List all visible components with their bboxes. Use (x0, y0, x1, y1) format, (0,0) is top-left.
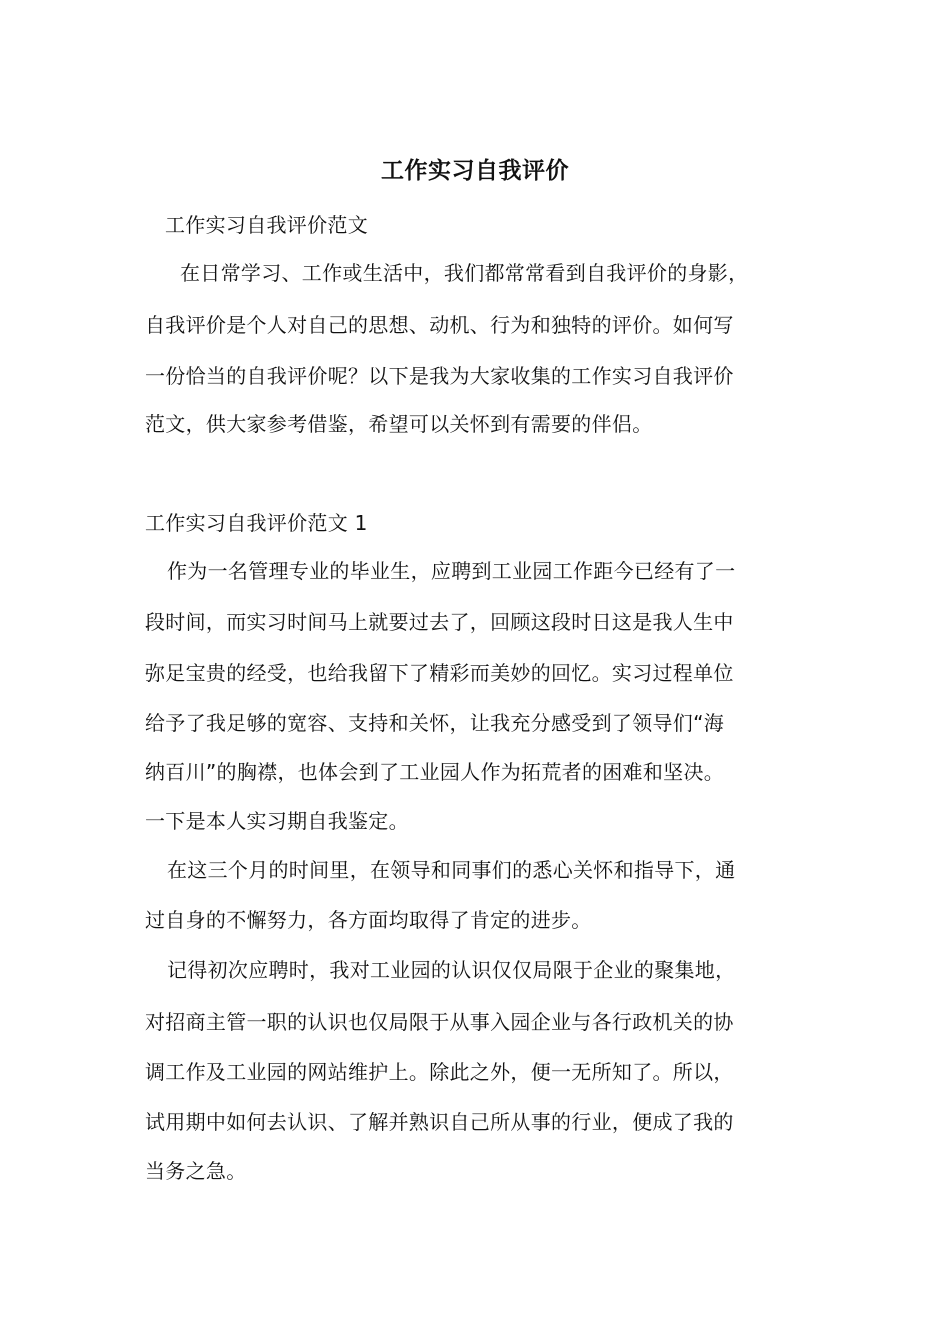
section-line: 纳百川”的胸襟，也体会到了工业园人作为拓荒者的困难和坚决。 (145, 760, 725, 784)
section-line: 作为一名管理专业的毕业生，应聘到工业园工作距今已经有了一 (167, 559, 736, 583)
section-heading: 工作实习自我评价范文 1 (145, 511, 368, 535)
section-line: 一下是本人实习期自我鉴定。 (145, 809, 409, 833)
document-subtitle: 工作实习自我评价范文 (165, 213, 368, 237)
intro-line: 在日常学习、工作或生活中，我们都常常看到自我评价的身影， (180, 261, 749, 285)
section-line: 当务之急。 (145, 1159, 247, 1183)
section-line: 弥足宝贵的经受，也给我留下了精彩而美妙的回忆。实习过程单位 (145, 661, 734, 685)
section-line: 给予了我足够的宽容、支持和关怀，让我充分感受到了领导们“海 (145, 711, 725, 735)
section-line: 在这三个月的时间里，在领导和同事们的悉心关怀和指导下，通 (167, 858, 736, 882)
section-line: 记得初次应聘时，我对工业园的认识仅仅局限于企业的聚集地， (167, 958, 736, 982)
section-line: 对招商主管一职的认识也仅局限于从事入园企业与各行政机关的协 (145, 1010, 734, 1034)
intro-line: 范文，供大家参考借鉴，希望可以关怀到有需要的伴侣。 (145, 412, 653, 436)
intro-line: 一份恰当的自我评价呢？以下是我为大家收集的工作实习自我评价 (145, 364, 734, 388)
document-title: 工作实习自我评价 (381, 158, 569, 184)
section-line: 调工作及工业园的网站维护上。除此之外，便一无所知了。所以， (145, 1060, 734, 1084)
section-line: 试用期中如何去认识、了解并熟识自己所从事的行业，便成了我的 (145, 1110, 734, 1134)
intro-line: 自我评价是个人对自己的思想、动机、行为和独特的评价。如何写 (145, 313, 734, 337)
section-line: 过自身的不懈努力，各方面均取得了肯定的进步。 (145, 908, 592, 932)
section-line: 段时间，而实习时间马上就要过去了，回顾这段时日这是我人生中 (145, 610, 734, 634)
